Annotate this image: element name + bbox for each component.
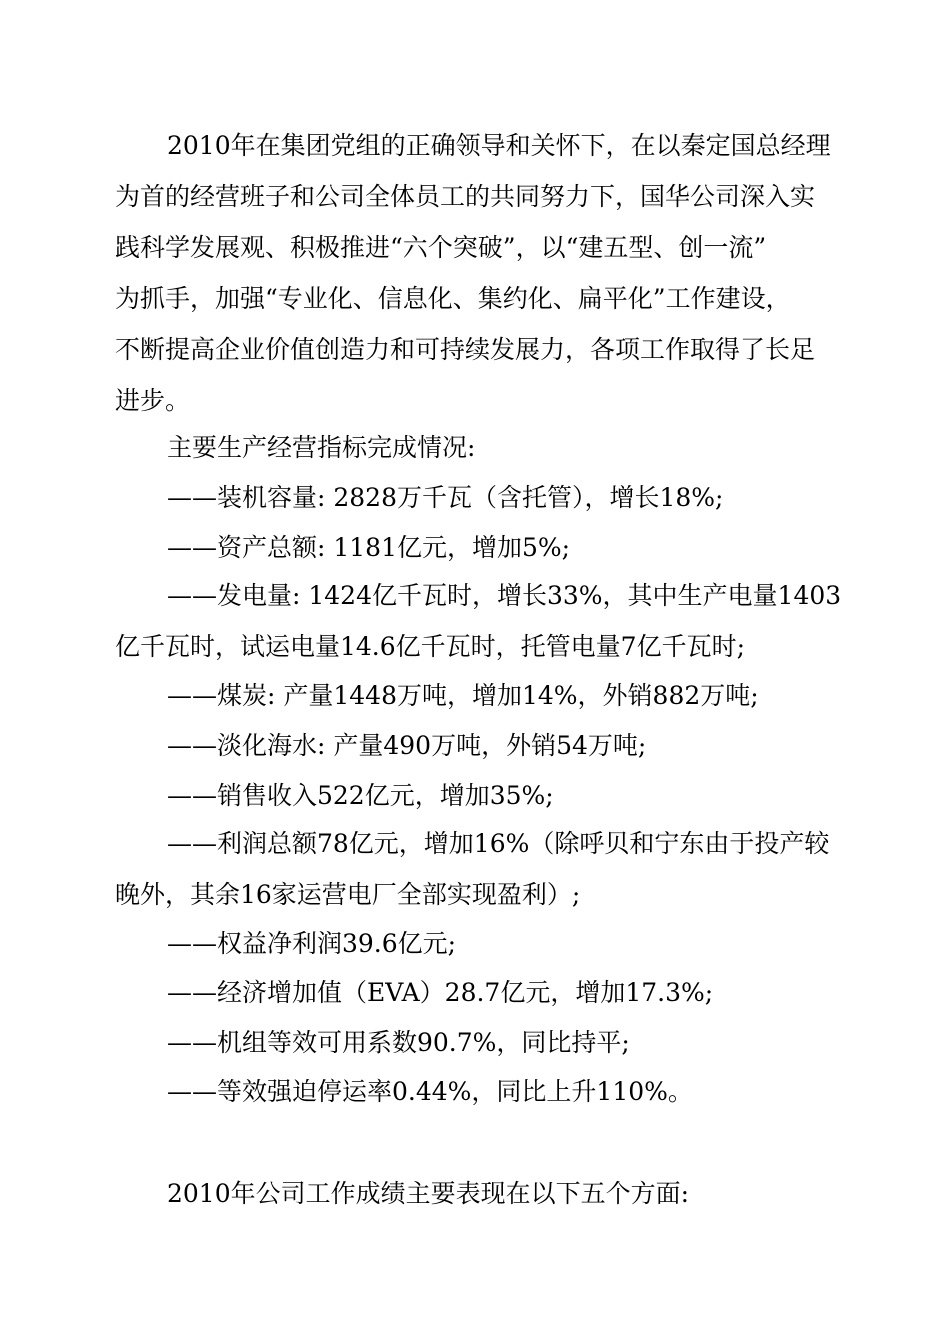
intro-line: 进步。 [115, 386, 191, 415]
indicator-line: ——煤炭: 产量1448万吨，增加14%，外销882万吨; [167, 681, 759, 710]
indicator-line: ——发电量: 1424亿千瓦时，增长33%，其中生产电量1403 [167, 581, 842, 610]
indicator-line: ——权益净利润39.6亿元; [167, 929, 457, 958]
intro-line: 践科学发展观、积极推进“六个突破”，以“建五型、创一流” [115, 233, 767, 262]
indicator-line: ——装机容量: 2828万千瓦（含托管），增长18%; [167, 483, 724, 512]
intro-line: 为抓手，加强“专业化、信息化、集约化、扁平化”工作建设， [115, 284, 791, 313]
indicator-line: ——经济增加值（EVA）28.7亿元，增加17.3%; [167, 978, 714, 1007]
indicator-line: ——等效强迫停运率0.44%，同比上升110%。 [167, 1077, 693, 1106]
indicator-line: 亿千瓦时，试运电量14.6亿千瓦时，托管电量7亿千瓦时; [115, 632, 745, 661]
indicator-line: ——销售收入522亿元，增加35%; [167, 781, 554, 810]
indicators-heading: 主要生产经营指标完成情况: [167, 433, 476, 462]
indicator-line: ——淡化海水: 产量490万吨，外销54万吨; [167, 731, 647, 760]
indicator-line: ——机组等效可用系数90.7%，同比持平; [167, 1028, 630, 1057]
intro-line: 2010年在集团党组的正确领导和关怀下，在以秦定国总经理 [167, 131, 831, 160]
indicator-line: ——利润总额78亿元，增加16%（除呼贝和宁东由于投产较 [167, 829, 830, 858]
achievements-line: 2010年公司工作成绩主要表现在以下五个方面: [167, 1179, 690, 1208]
intro-line: 不断提高企业价值创造力和可持续发展力，各项工作取得了长足 [115, 335, 816, 364]
intro-line: 为首的经营班子和公司全体员工的共同努力下，国华公司深入实 [115, 182, 816, 211]
indicator-line: 晚外，其余16家运营电厂全部实现盈利）; [115, 880, 581, 909]
indicator-line: ——资产总额: 1181亿元，增加5%; [167, 533, 571, 562]
